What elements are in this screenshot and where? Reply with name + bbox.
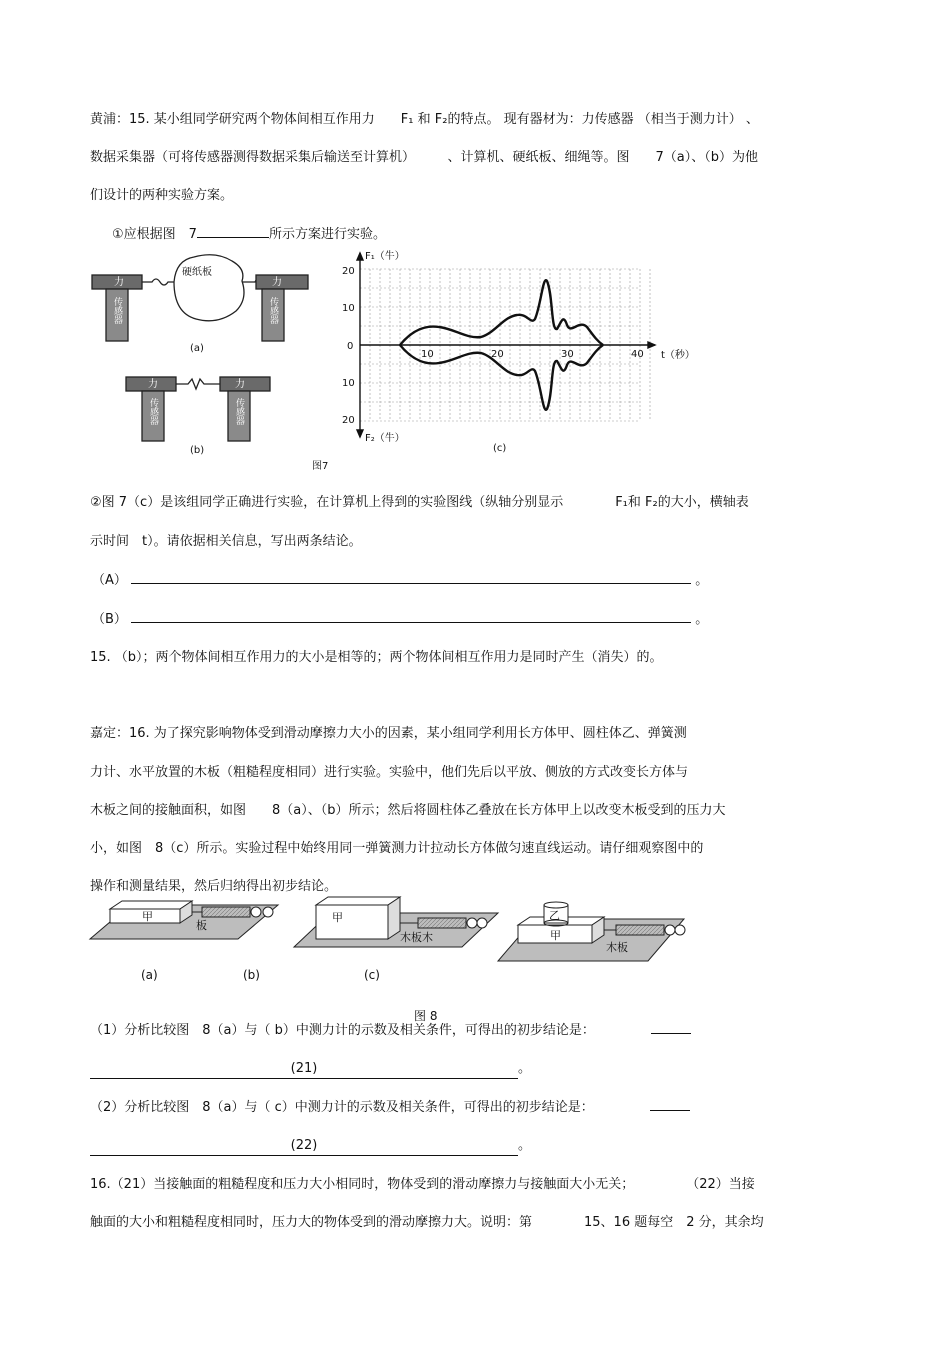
- q15-blank-b-row: [92, 611, 708, 629]
- q15-sub1: [112, 226, 386, 244]
- q15-line1: 黄浦：15. 某小组同学研究两个物体间相互作用力 F₁ 和 F₂的特点。 现有器材为：力传感器 （相当于测力计） 、: [90, 112, 759, 127]
- fig8c-board: 木板: [606, 941, 628, 954]
- q15-blank-b-label: （B）: [92, 612, 127, 627]
- fig7-cardboard-label: 硬纸板: [182, 267, 212, 278]
- fig7c-ytick-10-bottom: 10: [342, 378, 355, 389]
- fig7a-right-sensor-text: 传感器: [268, 297, 278, 324]
- fig8c-jia: 甲: [550, 929, 561, 942]
- q16-blank22-field[interactable]: [90, 1137, 518, 1156]
- fig7a-left-sensor-text: 传感器: [112, 297, 122, 324]
- fig7c-f1-label: F₁（牛）: [365, 251, 405, 262]
- fig8-diagrams: [88, 895, 698, 975]
- fig7a-left-sensor-top: 力: [114, 277, 124, 288]
- q15-sub2-line1: ②图 7（c）是该组同学正确进行实验，在计算机上得到的实验图线（纵轴分别显示 F₁和 F₂的大小，横轴表: [90, 495, 749, 510]
- fig8-caption: 图 8: [414, 1009, 438, 1023]
- q16-line1: 嘉定：16. 为了探究影响物体受到滑动摩擦力大小的因素，某小组同学利用长方体甲、圆柱体乙、弹簧测: [90, 726, 687, 741]
- fig7b-left-sensor-top: 力: [148, 379, 158, 390]
- q15-line3: 们设计的两种实验方案。: [90, 188, 234, 203]
- q16-sub2-text: （2）分析比较图 8（a）与（ c）中测力计的示数及相关条件，可得出的初步结论是：: [90, 1100, 594, 1115]
- q16-blank21-row: [90, 1060, 531, 1079]
- fig7c-xtick-40: 40: [631, 349, 644, 360]
- fig8a-label: (a): [141, 968, 158, 982]
- q16-blank21-field[interactable]: [90, 1060, 518, 1079]
- q15-blank-a-row: [92, 572, 708, 590]
- fig7c-xtick-20: 20: [491, 349, 504, 360]
- fig7c-f1-curve: [400, 280, 603, 345]
- fig7b-label: (b): [190, 445, 205, 456]
- fig7b-right-sensor-top: 力: [235, 379, 245, 390]
- q16-blank22-number: (22): [290, 1138, 318, 1153]
- fig8c: [498, 902, 685, 961]
- fig8a-board: 板: [196, 919, 207, 932]
- fig7c-xtick-30: 30: [561, 349, 574, 360]
- q15-blank-b-end: 。: [695, 612, 709, 627]
- q15-blank-a-field[interactable]: [131, 583, 691, 584]
- fig8c-yi: 乙: [549, 909, 560, 922]
- q16-sub1-text: （1）分析比较图 8（a）与（ b）中测力计的示数及相关条件，可得出的初步结论是：: [90, 1023, 595, 1038]
- fig7b-left-sensor-text: 传感器: [148, 398, 158, 425]
- q16-blank21-end: 。: [518, 1061, 532, 1076]
- q16-sub1: [90, 1022, 691, 1040]
- q15-sub1-blank[interactable]: [197, 237, 269, 238]
- q16-sub2: [90, 1099, 690, 1117]
- fig8a: [90, 901, 278, 939]
- q15-sub1-prefix: ①应根据图 7: [112, 227, 197, 242]
- fig7b-string: [176, 379, 220, 389]
- q15-blank-a-label: （A）: [92, 573, 127, 588]
- q16-sub1-blank-start[interactable]: [651, 1033, 691, 1034]
- q16-answer-line1: 16.（21）当接触面的粗糙程度和压力大小相同时，物体受到的滑动摩擦力与接触面大小无关； （22）当接: [90, 1177, 755, 1192]
- fig7c-t-label: t（秒）: [661, 350, 695, 361]
- q16-line4: 小，如图 8（c）所示。实验过程中始终用同一弹簧测力计拉动长方体做匀速直线运动。请仔细观察图中的: [90, 841, 704, 856]
- fig7a-cardboard: [174, 255, 244, 321]
- fig7c-f2-label: F₂（牛）: [365, 433, 405, 444]
- fig7c-ytick-10-top: 10: [342, 303, 355, 314]
- fig7c-label: (c): [493, 443, 507, 454]
- q15-blank-a-end: 。: [695, 573, 709, 588]
- q15-line2: 数据采集器（可将传感器测得数据采集后输送至计算机） 、计算机、硬纸板、细绳等。图 7（a）、（b）为他: [90, 150, 758, 165]
- q16-blank22-row: [90, 1137, 531, 1156]
- q16-sub2-blank-start[interactable]: [650, 1110, 690, 1111]
- fig7a-left-string: [142, 279, 174, 285]
- fig7b-right-sensor-text: 传感器: [234, 398, 244, 425]
- q15-answer: 15. （b）；两个物体间相互作用力的大小是相等的；两个物体间相互作用力是同时产生（消失）的。: [90, 650, 663, 665]
- fig8b-jia: 甲: [332, 911, 343, 924]
- fig7a-label: (a): [190, 343, 204, 354]
- fig7c-ytick-20-bottom: 20: [342, 415, 355, 426]
- fig8b-board: 木板木: [400, 931, 433, 944]
- q16-line5: 操作和测量结果，然后归纳得出初步结论。: [90, 879, 338, 894]
- q16-blank21-number: (21): [290, 1061, 318, 1076]
- q15-sub1-suffix: 所示方案进行实验。: [268, 227, 386, 242]
- fig7a-right-sensor-head: [256, 275, 308, 289]
- q16-blank22-end: 。: [518, 1138, 532, 1153]
- q16-line2: 力计、水平放置的木板（粗糙程度相同）进行实验。实验中，他们先后以平放、侧放的方式改变长方体与: [90, 765, 689, 780]
- q16-answer-line2: 触面的大小和粗糙程度相同时，压力大的物体受到的滑动摩擦力大。说明：第 15、16 题每空 2 分，其余均: [90, 1215, 764, 1230]
- fig7a-right-sensor-top: 力: [272, 277, 282, 288]
- fig8b-label: (b): [243, 968, 260, 982]
- fig7c-graph: [335, 245, 705, 460]
- fig7-caption: 图7: [312, 461, 329, 472]
- fig7-apparatus: [90, 245, 340, 475]
- fig7c-xtick-10: 10: [421, 349, 434, 360]
- fig7b-right-sensor-head: [220, 377, 270, 391]
- q16-line3: 木板之间的接触面积，如图 8（a）、（b）所示；然后将圆柱体乙叠放在长方体甲上以改变木板受到的压力大: [90, 803, 726, 818]
- fig8c-label: (c): [364, 968, 380, 982]
- fig8b: [294, 897, 498, 947]
- fig7c-ytick-0: 0: [347, 341, 354, 352]
- q15-sub2-line2: 示时间 t）。请依据相关信息，写出两条结论。: [90, 534, 362, 549]
- fig8a-jia: 甲: [142, 910, 153, 923]
- fig7c-ytick-20-top: 20: [342, 266, 355, 277]
- q15-blank-b-field[interactable]: [131, 622, 691, 623]
